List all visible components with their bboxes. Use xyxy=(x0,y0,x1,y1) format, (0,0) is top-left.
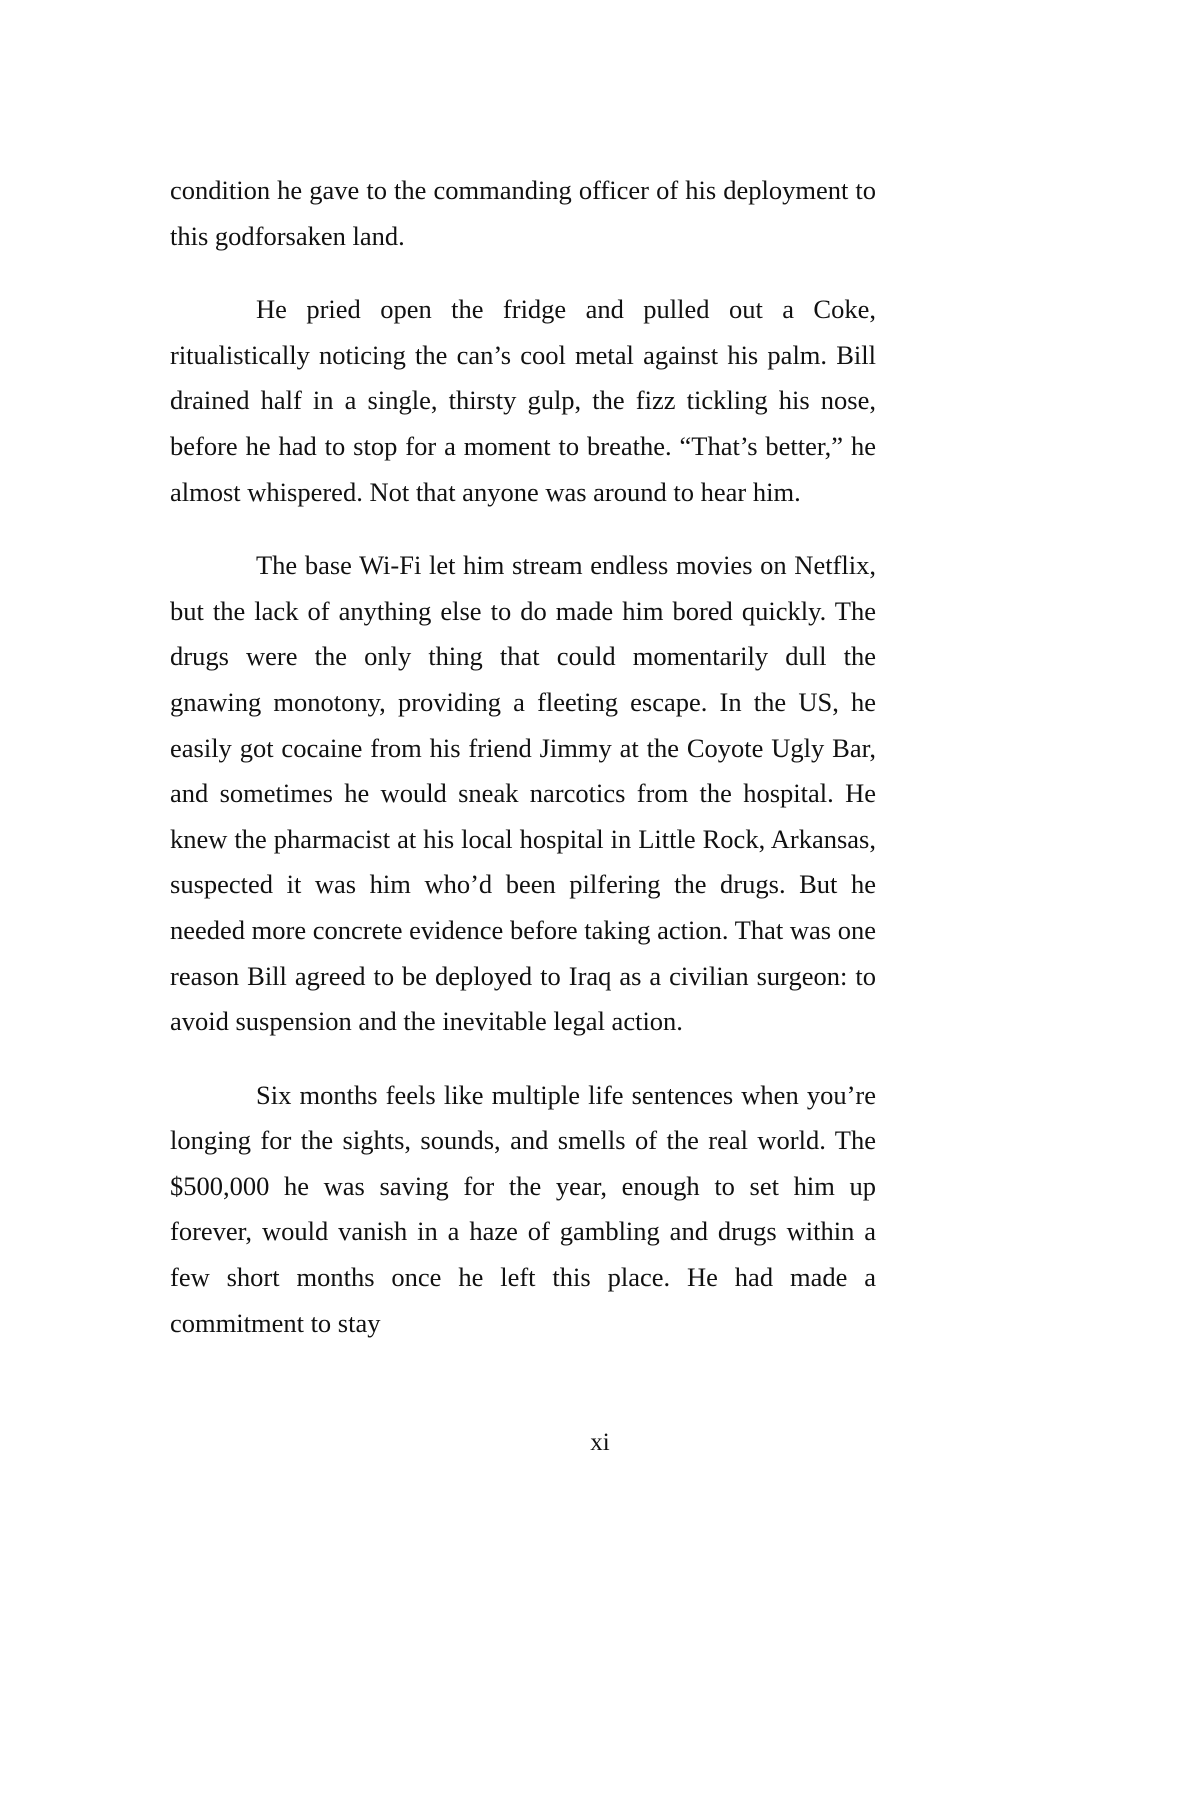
page-body-text xyxy=(170,168,876,1346)
paragraph-six-months: Six months feels like multiple life sentences when you’re longing for the sights, sounds, and smells of the real world. The $500,000 he was saving for the year, enough to set him up forever, would vanish in a haze of gambling and drugs within a few short months once he left this place. He had made a commitment to stay xyxy=(170,1079,876,1338)
paragraph-wifi-drugs: The base Wi-Fi let him stream endless movies on Netflix, but the lack of anything else to do made him bored quickly. The drugs were the only thing that could momentarily dull the gnawing monotony, providing a fleeting escape. In the US, he easily got cocaine from his friend Jimmy at the Coyote Ugly Bar, and sometimes he would sneak narcotics from the hospital. He knew the pharmacist at his local hospital in Little Rock, Arkansas, suspected it was him who’d been pilfering the drugs. But he needed more concrete evidence before taking action. That was one reason Bill agreed to be deployed to Iraq as a civilian surgeon: to avoid suspension and the inevitable legal action. xyxy=(170,550,876,1037)
paragraph-continuation: condition he gave to the commanding officer of his deployment to this godforsaken land. xyxy=(170,175,876,251)
paragraph-coke: He pried open the fridge and pulled out a Coke, ritualistically noticing the can’s cool metal against his palm. Bill drained half in a single, thirsty gulp, the fizz tickling his nose, before he had to stop for a moment to breathe. “That’s better,” he almost whispered. Not that anyone was around to hear him. xyxy=(170,294,876,507)
page-number: xi xyxy=(590,1429,610,1456)
